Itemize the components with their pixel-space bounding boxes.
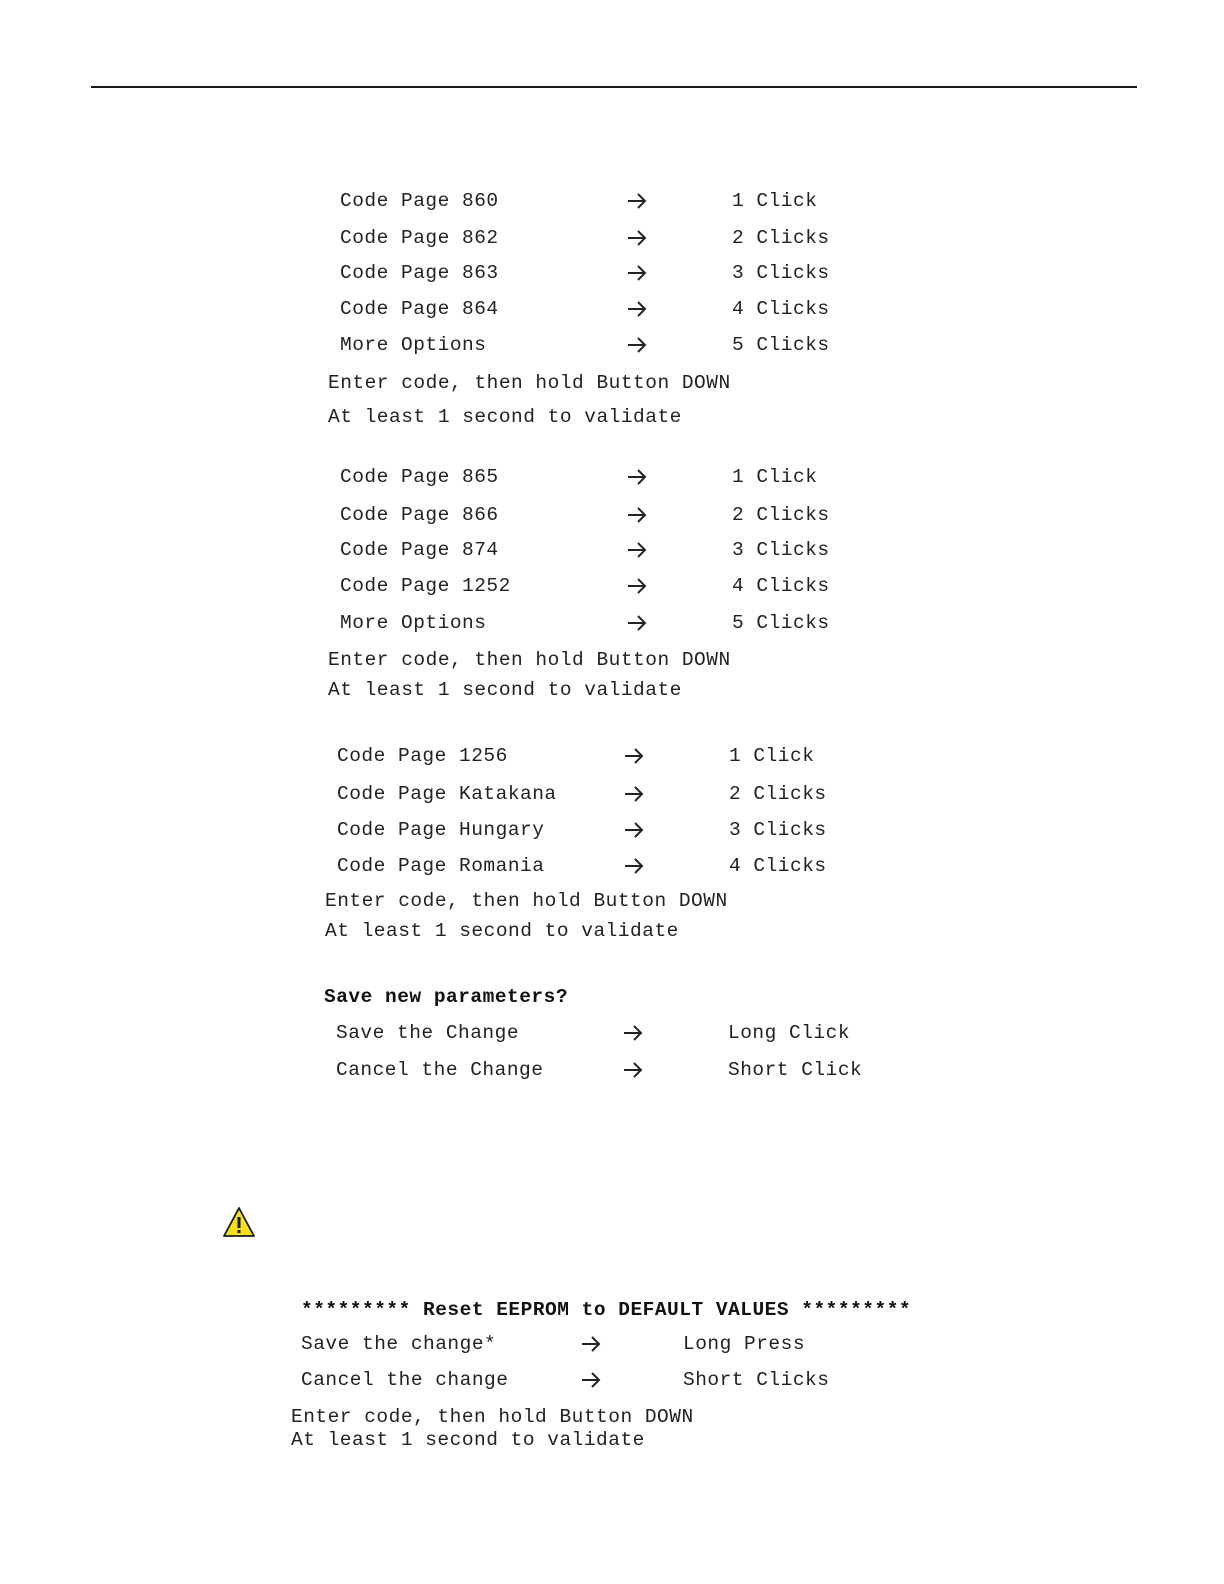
instruction-text: At least 1 second to validate <box>291 1429 645 1451</box>
row-action: 4 Clicks <box>729 855 827 877</box>
instruction-text: Enter code, then hold Button DOWN <box>328 649 731 671</box>
header-rule <box>91 86 1137 88</box>
row-label: Cancel the change <box>301 1369 509 1391</box>
arrow-right-icon <box>622 1061 644 1079</box>
row-action: Long Click <box>728 1022 851 1044</box>
row-label: More Options <box>340 334 487 356</box>
row-label: More Options <box>340 612 487 634</box>
row-label: Cancel the Change <box>336 1059 544 1081</box>
row-action: 3 Clicks <box>729 819 827 841</box>
arrow-right-icon <box>623 821 645 839</box>
arrow-right-icon <box>623 785 645 803</box>
row-action: 5 Clicks <box>732 334 830 356</box>
row-action: 4 Clicks <box>732 298 830 320</box>
instruction-text: At least 1 second to validate <box>328 406 682 428</box>
row-action: 1 Click <box>732 190 818 212</box>
arrow-right-icon <box>626 468 648 486</box>
row-label: Code Page 863 <box>340 262 499 284</box>
row-action: Short Clicks <box>683 1369 830 1391</box>
instruction-text: At least 1 second to validate <box>325 920 679 942</box>
arrow-right-icon <box>626 300 648 318</box>
instruction-text: Enter code, then hold Button DOWN <box>325 890 728 912</box>
row-label: Code Page 865 <box>340 466 499 488</box>
arrow-right-icon <box>580 1335 602 1353</box>
reset-heading: ********* Reset EEPROM to DEFAULT VALUES ********* <box>301 1299 912 1321</box>
save-heading: Save new parameters? <box>324 986 569 1008</box>
row-label: Code Page 866 <box>340 504 499 526</box>
arrow-right-icon <box>626 577 648 595</box>
row-action: Long Press <box>683 1333 806 1355</box>
row-action: 5 Clicks <box>732 612 830 634</box>
row-label: Code Page Hungary <box>337 819 545 841</box>
row-action: Short Click <box>728 1059 863 1081</box>
row-label: Code Page Katakana <box>337 783 557 805</box>
row-action: 3 Clicks <box>732 539 830 561</box>
row-label: Code Page 862 <box>340 227 499 249</box>
arrow-right-icon <box>623 747 645 765</box>
arrow-right-icon <box>626 614 648 632</box>
instruction-text: At least 1 second to validate <box>328 679 682 701</box>
row-action: 1 Click <box>729 745 815 767</box>
arrow-right-icon <box>626 264 648 282</box>
instruction-text: Enter code, then hold Button DOWN <box>328 372 731 394</box>
row-label: Code Page 864 <box>340 298 499 320</box>
row-label: Code Page 1252 <box>340 575 511 597</box>
arrow-right-icon <box>626 192 648 210</box>
row-label: Code Page 860 <box>340 190 499 212</box>
row-action: 2 Clicks <box>732 504 830 526</box>
arrow-right-icon <box>626 336 648 354</box>
arrow-right-icon <box>623 857 645 875</box>
arrow-right-icon <box>622 1024 644 1042</box>
warning-triangle-icon <box>222 1206 256 1238</box>
arrow-right-icon <box>580 1371 602 1389</box>
row-label: Code Page 1256 <box>337 745 508 767</box>
row-action: 1 Click <box>732 466 818 488</box>
arrow-right-icon <box>626 229 648 247</box>
arrow-right-icon <box>626 506 648 524</box>
arrow-right-icon <box>626 541 648 559</box>
row-action: 2 Clicks <box>729 783 827 805</box>
row-action: 4 Clicks <box>732 575 830 597</box>
row-label: Save the Change <box>336 1022 520 1044</box>
instruction-text: Enter code, then hold Button DOWN <box>291 1406 694 1428</box>
row-action: 3 Clicks <box>732 262 830 284</box>
row-label: Code Page 874 <box>340 539 499 561</box>
row-label: Code Page Romania <box>337 855 545 877</box>
row-label: Save the change* <box>301 1333 497 1355</box>
row-action: 2 Clicks <box>732 227 830 249</box>
